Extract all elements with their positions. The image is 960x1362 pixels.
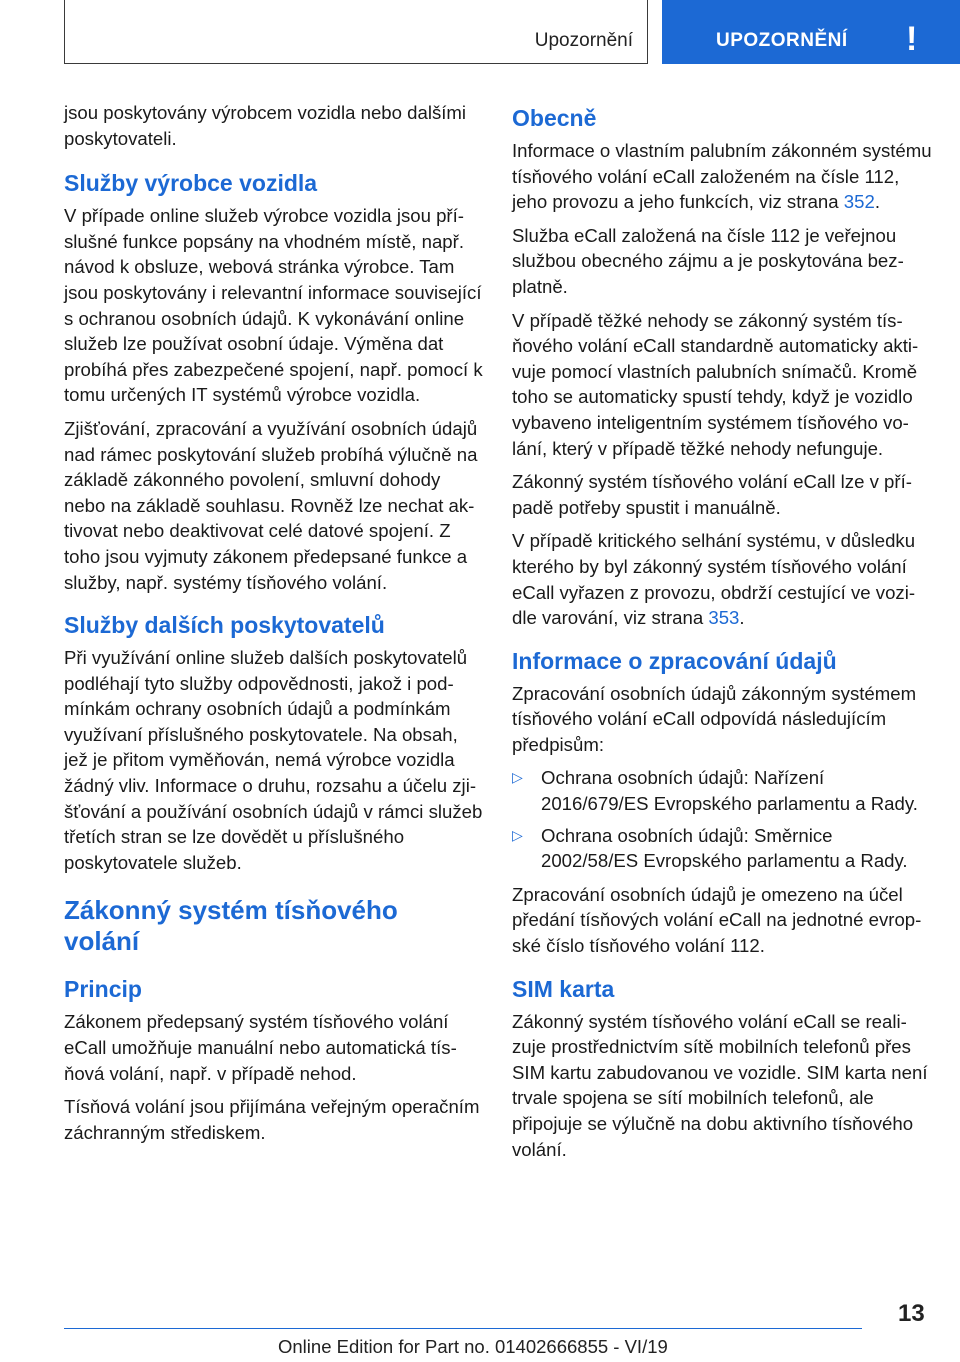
list-item-text: Ochrana osobních údajů: Nařízení 2016/679/ES Evropského parlamentu a Rady. [541,767,918,815]
paragraph-other-providers: Při využívání online služeb dalších poskytovatelů podléhají tyto služby odpovědnosti, jakož i podmínkám ochrany osobních údajů a podmínkám využívaní příslušného poskytovatele. Na obsah, jež je přitom vyměňován, nemá výrobce vozidla žádný vliv. Informace o druhu, rozsahu a účelu zjišťování a používání osobních údajů v rámci služeb třetích stran se lze dovědět u příslušného poskytovatele služeb. [64,647,483,873]
chapter-tab [662,0,960,64]
header-frame [64,0,648,64]
paragraph-general-5-end: . [739,607,745,629]
paragraph-data-processing-2: Zpracování osobních údajů je omezeno na účel předání tísňových volání eCall na jednotné evropské číslo tísňového volání 112. [512,883,922,957]
heading-other-providers: Služby dalších poskytovatelů [64,612,385,639]
heading-general: Obecně [512,105,597,131]
paragraph-general-2: Služba eCall založená na čísle 112 je veřejnou službou obecného zájmu a je poskytována bezplatně. [512,224,904,297]
paragraph-general-5-text: V případě kritického selhání systému, v důsledku kterého by byl zákonný systém tísňového volání eCall vyřazen z provozu, obdrží cestující ve vozidle varování, viz strana [512,530,916,629]
paragraph-general-1 [512,138,932,215]
right-column [512,100,932,1170]
heading-manufacturer-services: Služby výrobce vozidla [64,170,318,197]
heading-emergency-line-2: volání [64,926,140,957]
paragraph-general-1-text: Informace o vlastním palubním zákonném systému tísňového volání eCall založeném na čísle 112, jeho provozu a jeho funkcích, viz strana [512,140,932,213]
warning-exclamation-icon: ! [906,20,918,58]
footer-divider [64,1328,862,1329]
intro-line-2: poskytovateli. [64,127,177,149]
paragraph-general-5 [512,528,932,630]
paragraph-general-3: V případě těžké nehody se zákonný systém tísňového volání eCall standardně automaticky aktivuje pomocí vlastních palubních snímačů. Kromě toho se automaticky spustí tehdy, když je vozidlo vybaveno inteligentním systémem tísňového volání, který v případě těžké nehody nefunguje. [512,309,919,459]
page-link-352[interactable]: 352 [843,191,875,213]
intro-line-1: jsou poskytovány výrobcem vozidla nebo dalšími [64,102,467,123]
list-item [512,823,932,874]
paragraph-principle-2: Tísňová volání jsou přijímána veřejným operačním záchranným střediskem. [64,1096,480,1143]
page-number: 13 [898,1300,925,1327]
heading-emergency-line-1: Zákonný systém tísňového [64,895,398,926]
paragraph-general-1-end: . [874,191,880,213]
regulation-list [512,765,932,873]
triangle-bullet-icon: ▷ [512,769,523,786]
section-title: Upozornění [534,30,633,51]
heading-data-processing: Informace o zpracování údajů [512,647,837,674]
paragraph-sim-card: Zákonný systém tísňového volání eCall se realizuje prostřednictvím sítě mobilních telefonů přes SIM kartu zabudovanou ve vozidle. SIM karta není trvale spojena se sítí mobilních telefonů, ale připojuje se výlučně na dobu aktivního tísňového volání. [512,1010,928,1160]
list-item [512,765,932,816]
list-item-text: Ochrana osobních údajů: Směrnice 2002/58/ES Evropského parlamentu a Rady. [541,824,908,872]
heading-emergency-call-system [64,895,484,957]
heading-principle: Princip [64,976,142,1003]
intro-paragraph [64,100,484,151]
footer-edition: Online Edition for Part no. 01402666855 - VI/19 [278,1336,668,1357]
paragraph-manufacturer-1: V případe online služeb výrobce vozidla jsou příslušné funkce popsány na vhodném místě, např. návod k obsluze, webová stránka výrobce. Tam jsou poskytovány i relevantní informace související s ochranou osobních údajů. K vykonávání online služeb lze používat osobní údaje. Výměna dat probíhá přes zabezpečené spojení, např. pomocí k tomu určených IT systémů výrobce vozidla. [64,205,483,406]
left-column [64,100,484,1153]
triangle-bullet-icon: ▷ [512,826,523,843]
chapter-tab-label: UPOZORNĚNÍ [716,30,848,51]
heading-sim-card: SIM karta [512,975,615,1002]
paragraph-data-processing-1: Zpracování osobních údajů zákonným systémem tísňového volání eCall odpovídá následujícím předpisům: [512,682,917,755]
paragraph-general-4: Zákonný systém tísňového volání eCall lze v případě potřeby spustit i manuálně. [512,471,912,518]
paragraph-manufacturer-2: Zjišťování, zpracování a využívání osobních údajů nad rámec poskytování služeb probíhá výlučně na základě zákonného povolení, smluvní dohody nebo na základě souhlasu. Rovněž lze nechat aktivovat nebo deaktivovat celé datové spojení. Z toho jsou vyjmuty zákonem předepsané funkce a služby, např. systémy tísňového volání. [64,417,478,593]
paragraph-principle-1: Zákonem předepsaný systém tísňového volání eCall umožňuje manuální nebo automatická tísňová volání, např. v případě nehod. [64,1011,457,1084]
page-link-353[interactable]: 353 [708,607,740,629]
